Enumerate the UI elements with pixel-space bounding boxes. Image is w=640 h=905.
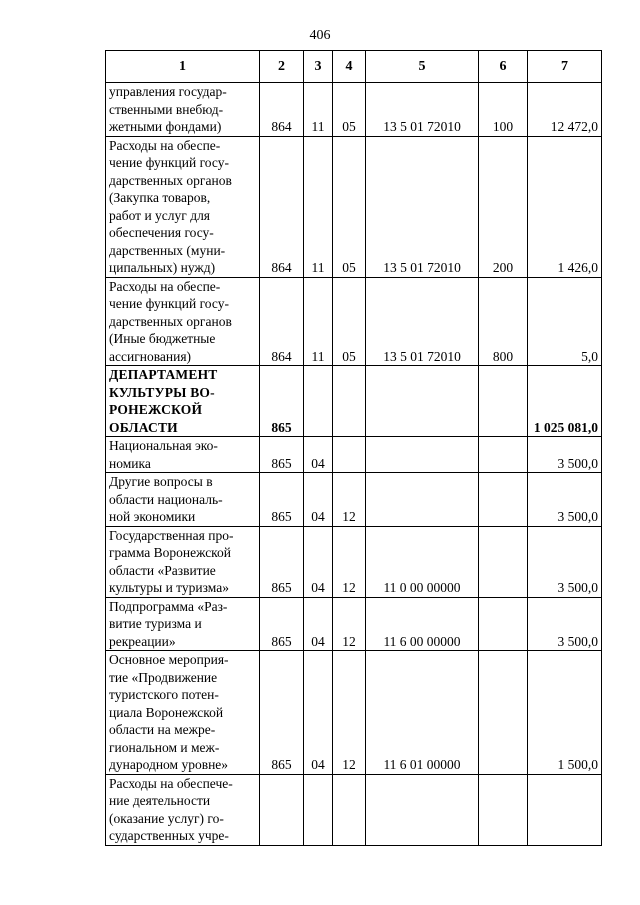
table-body [106, 83, 602, 846]
header-col-2: 2 [260, 51, 304, 83]
row-amount: 3 500,0 [528, 597, 602, 651]
table-row [106, 473, 602, 527]
row-name: Другие вопросы в области националь- ной экономики [106, 473, 260, 527]
row-code-2: 865 [260, 651, 304, 775]
page-number: 406 [309, 28, 331, 43]
row-amount: 1 025 081,0 [528, 366, 602, 437]
row-code-3: 04 [304, 651, 333, 775]
row-code-6 [479, 526, 528, 597]
row-code-3 [304, 366, 333, 437]
row-code-4: 05 [333, 136, 366, 277]
row-amount: 3 500,0 [528, 473, 602, 527]
row-name: Расходы на обеспе- чение функций госу- дарственных органов (Закупка товаров, работ и услуг для обеспечения госу- дарственных (муни- ципальных) нужд) [106, 136, 260, 277]
table-row [106, 136, 602, 277]
table-row [106, 651, 602, 775]
row-code-3: 04 [304, 526, 333, 597]
row-code-5 [366, 366, 479, 437]
row-code-4 [333, 366, 366, 437]
row-name: Национальная эко- номика [106, 437, 260, 473]
row-code-5: 13 5 01 72010 [366, 136, 479, 277]
row-code-2: 864 [260, 136, 304, 277]
header-col-3: 3 [304, 51, 333, 83]
row-name: Основное мероприя- тие «Продвижение туристского потен- циала Воронежской области на межре- гиональном и меж- дународном уровне» [106, 651, 260, 775]
row-code-5: 13 5 01 72010 [366, 83, 479, 137]
row-name: Расходы на обеспече- ние деятельности (оказание услуг) го- сударственных учре- [106, 774, 260, 845]
row-code-5 [366, 774, 479, 845]
row-code-4 [333, 437, 366, 473]
row-amount: 1 426,0 [528, 136, 602, 277]
row-code-4: 05 [333, 277, 366, 366]
table-row [106, 83, 602, 137]
row-amount: 5,0 [528, 277, 602, 366]
budget-table [105, 50, 602, 846]
row-code-4: 12 [333, 597, 366, 651]
row-code-5: 13 5 01 72010 [366, 277, 479, 366]
row-name: ДЕПАРТАМЕНТ КУЛЬТУРЫ ВО- РОНЕЖСКОЙ ОБЛАСТИ [106, 366, 260, 437]
row-code-3 [304, 774, 333, 845]
row-code-6: 200 [479, 136, 528, 277]
row-code-3: 04 [304, 597, 333, 651]
row-code-2: 865 [260, 366, 304, 437]
row-code-6 [479, 366, 528, 437]
row-code-2: 864 [260, 277, 304, 366]
row-code-6 [479, 597, 528, 651]
row-code-4: 12 [333, 651, 366, 775]
row-code-5: 11 6 00 00000 [366, 597, 479, 651]
row-amount: 12 472,0 [528, 83, 602, 137]
row-amount: 1 500,0 [528, 651, 602, 775]
header-col-5: 5 [366, 51, 479, 83]
row-name: Подпрограмма «Раз- витие туризма и рекреации» [106, 597, 260, 651]
table-row [106, 437, 602, 473]
row-code-6 [479, 473, 528, 527]
header-col-7: 7 [528, 51, 602, 83]
table-row [106, 526, 602, 597]
row-code-5 [366, 473, 479, 527]
row-code-3: 04 [304, 473, 333, 527]
row-code-3: 11 [304, 277, 333, 366]
table-row [106, 774, 602, 845]
row-code-3: 11 [304, 136, 333, 277]
row-code-2: 865 [260, 526, 304, 597]
header-col-1: 1 [106, 51, 260, 83]
row-code-2: 865 [260, 437, 304, 473]
row-code-5 [366, 437, 479, 473]
row-code-5: 11 6 01 00000 [366, 651, 479, 775]
header-col-6: 6 [479, 51, 528, 83]
table-row [106, 597, 602, 651]
row-code-6 [479, 437, 528, 473]
row-name: Государственная про- грамма Воронежской области «Развитие культуры и туризма» [106, 526, 260, 597]
row-code-2: 864 [260, 83, 304, 137]
row-code-2: 865 [260, 473, 304, 527]
header-col-4: 4 [333, 51, 366, 83]
table-row-department [106, 366, 602, 437]
row-code-2: 865 [260, 597, 304, 651]
row-code-5: 11 0 00 00000 [366, 526, 479, 597]
row-code-6: 100 [479, 83, 528, 137]
row-code-4: 05 [333, 83, 366, 137]
row-code-4: 12 [333, 526, 366, 597]
row-amount [528, 774, 602, 845]
row-amount: 3 500,0 [528, 437, 602, 473]
table-row [106, 277, 602, 366]
header-row [106, 51, 602, 83]
row-code-4: 12 [333, 473, 366, 527]
row-name: Расходы на обеспе- чение функций госу- дарственных органов (Иные бюджетные ассигнования) [106, 277, 260, 366]
row-name: управления государ- ственными внебюд- жетными фондами) [106, 83, 260, 137]
row-code-2 [260, 774, 304, 845]
row-code-6 [479, 651, 528, 775]
row-code-6: 800 [479, 277, 528, 366]
row-code-3: 11 [304, 83, 333, 137]
row-code-3: 04 [304, 437, 333, 473]
row-code-6 [479, 774, 528, 845]
row-code-4 [333, 774, 366, 845]
row-amount: 3 500,0 [528, 526, 602, 597]
